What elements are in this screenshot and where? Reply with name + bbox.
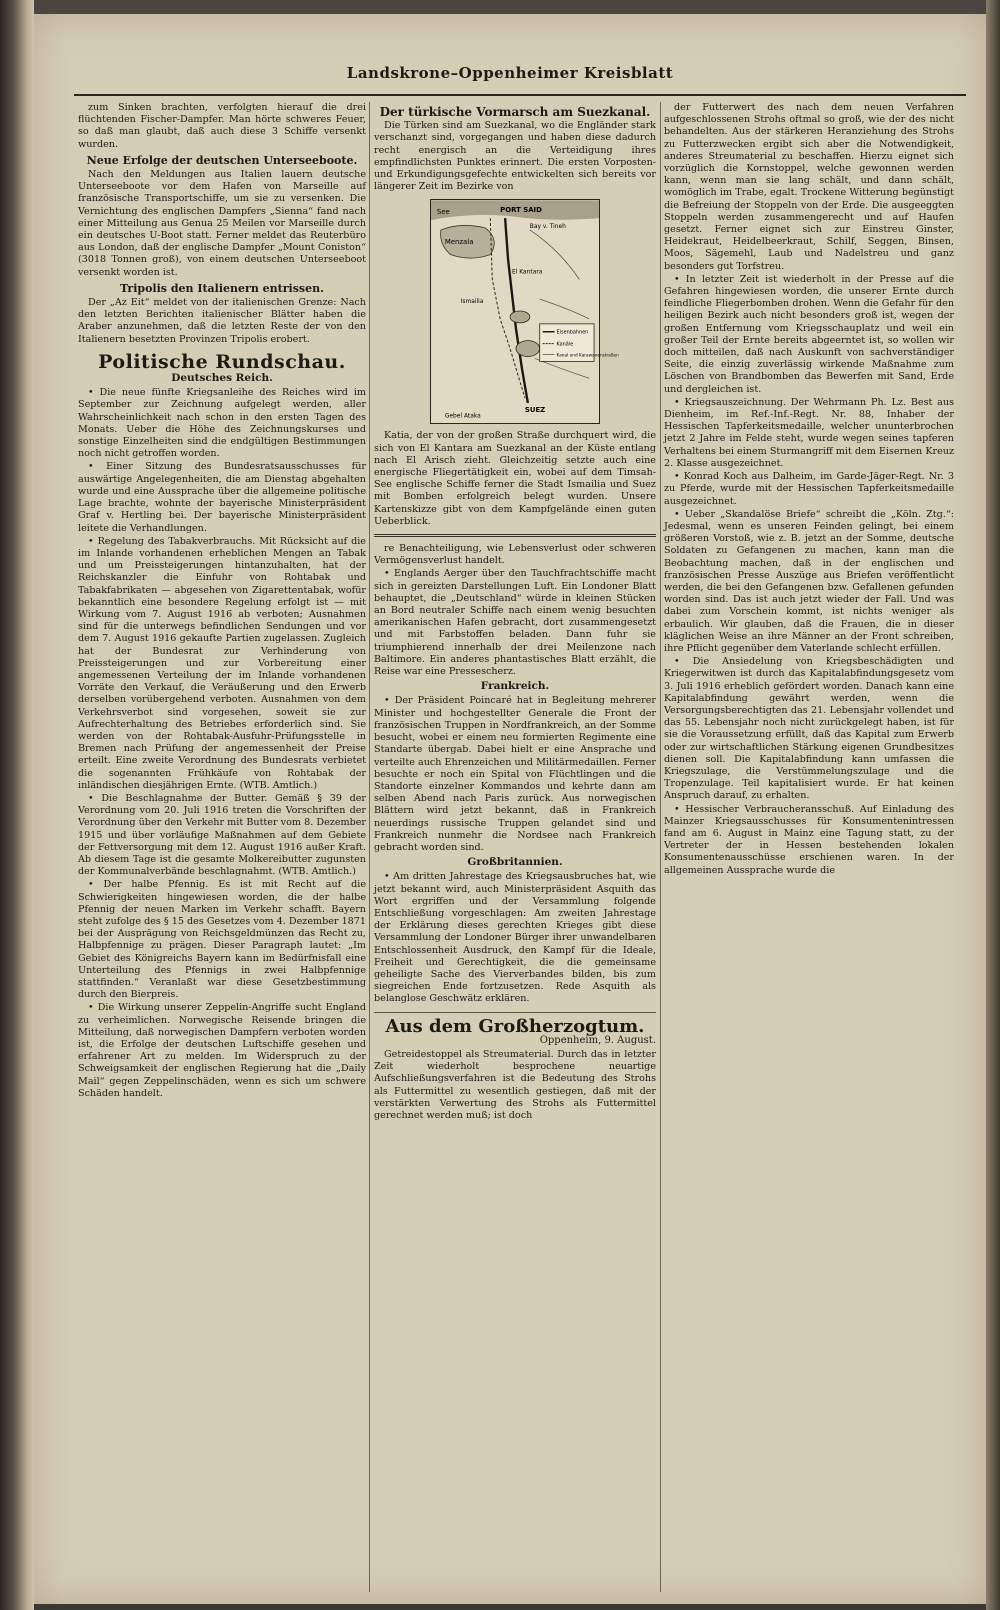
article-paragraph: • Die Beschlagnahme der Butter. Gemäß § 39 der Verordnung vom 20. Juli 1916 treten die Vorschriften der Verordnung über den Verkehr mit Butter vom 8. Dezember 1915 und über vorläufige Maßnahmen auf dem Gebiete der Fettversorgung mit dem 12. August 1916 außer Kraft. Ab diesem Tage ist die gesamte Molkereibutter zugunsten der Kommunalverbände beschlagnahmt. (WTB. Amtlich.) (78, 792, 366, 878)
article-paragraph: • Der halbe Pfennig. Es ist mit Recht auf die Schwierigkeiten hingewiesen worden, die der halbe Pfennig der neuen Marken im Verkehr schafft. Bayern steht zufolge des § 15 des Gesetzes vom 4. Dezember 1871 bei der Ausprägung von Reichsgeldmünzen das Recht zu, Halbpfennige zu prägen. Dieser Paragraph lautet: „Im Gebiet des Königreichs Bayern kann im Bedürfnisfall eine Unterteilung des Pfennigs in zwei Halbpfennige stattfinden.“ Veranlaßt war diese Gesetzbestimmung durch den Bierpreis. (78, 879, 366, 1001)
article-paragraph: • Am dritten Jahrestage des Kriegsausbruches hat, wie jetzt bekannt wird, auch Ministerpräsident Asquith das Wort ergriffen und der Versammlung folgende Entschließung vorgeschlagen: Am zweiten Jahrestage der Erklärung dieses gerechten Krieges gibt diese Versammlung der Londoner Bürger ihrer unwandelbaren Entschlossenheit Ausdruck, den Kampf für die Ideale, Freiheit und Gerechtigkeit, die die gemeinsame geheiligte Sache des Vierverbandes bilden, bis zum siegreichen Ende fortzusetzen. Rede Asquith als belanglose Geschwätz erklären. (374, 871, 656, 1005)
article-paragraph: Die Türken sind am Suezkanal, wo die Engländer stark verschanzt sind, vorgegangen und haben diese dadurch recht energisch an die Verteidigung ihres empfindlichsten Punktes erinnert. Die ersten Vorposten- und Erkundigungsgefechte entwickelten sich bereits vor längerer Zeit im Bezirke von (374, 120, 656, 193)
article-paragraph: zum Sinken brachten, verfolgten hierauf die drei flüchtenden Fischer-Dampfer. Man hörte schweres Feuer, so daß man glaubt, daß auch diese 3 Schiffe versenkt wurden. (78, 102, 366, 150)
legend-label: Kanäle (556, 342, 574, 349)
map-label: SUEZ (524, 406, 546, 415)
article-paragraph: • Die Ansiedelung von Kriegsbeschädigten und Kriegerwitwen ist durch das Kapitalabfindungsgesetz vom 3. Juli 1916 erheblich gefördert worden. Danach kann eine Kapitalabfindung gewährt werden, wenn die Versorgungsberechtigten das 21. Lebensjahr vollendet und das 55. Lebensjahr noch nicht zurückgelegt haben, ist für sie die Voraussetzung erfüllt, daß das Kapital zum Erwerb oder zur wirtschaftlichen Stärkung eigenen Grundbesitzes dienen soll. Die Kapitalabfindung kann umfassen die Kriegszulage, die Verstümmelungszulage und die Tropenzulage. Teil kapitalisiert wurde. Er hat keinen Anspruch darauf, zu erhalten. (664, 656, 954, 802)
map-label: Gebel Ataka (444, 414, 481, 421)
article-paragraph: • Ueber „Skandalöse Briefe“ schreibt die „Köln. Ztg.“: Jedesmal, wenn es unseren Feinden gelingt, bei einem größeren Vorstoß, wie z. B. jetzt an der Somme, deutsche Soldaten zu Gefangenen zu machen, kann man die Beobachtung machen, daß in der englischen und französischen Presse Auszüge aus Briefen veröffentlicht werden, die bei den Gefangenen bzw. Gefallenen gefunden worden sind. Das ist auch jetzt wieder der Fall. Und was dabei zum Vorschein kommt, ist nichts weniger als erbaulich. Wir glauben, daß die Frauen, die in dieser kläglichen Weise an ihre Männer an der Front schreiben, ihre Pflicht gegenüber dem Vaterlande schlecht erfüllen. (664, 508, 954, 654)
article-paragraph: • Die Wirkung unserer Zeppelin-Angriffe sucht England zu verheimlichen. Norwegische Reisende bringen die Mitteilung, daß norwegischen Dampfern verboten worden ist, die Erfolge der deutschen Luftschiffe gesehen und erfahrener Art zu melden. Im Widerspruch zu der Schweigsamkeit der englischen Regierung hat die „Daily Mail“ gegen Zeppelinschäden, wenn es sich um schwere Schäden handelt. (78, 1002, 366, 1099)
subsection-heading: Großbritannien. (467, 856, 563, 869)
scan-top-edge (34, 0, 986, 14)
subsection-heading: Deutsches Reich. (171, 372, 273, 385)
map-label: PORT SAID (500, 206, 542, 215)
section-heading: Politische Rundschau. (98, 350, 346, 373)
article-paragraph: Katia, der von der großen Straße durchquert wird, die sich von El Kantara am Suezkanal an der Küste entlang nach El Arisch zieht. Gleichzeitig setzte auch eine energische Fliegertätigkeit ein, wobei auf dem Timsah-See englische Schiffe ferner die Stadt Ismailia und Suez mit Bomben erfolgreich belegt wurden. Unsere Kartenskizze gibt von dem Kampfgelände einen guten Ueberblick. (374, 430, 656, 527)
divider (374, 1012, 656, 1013)
article-paragraph: • Der Präsident Poincaré hat in Begleitung mehrerer Minister und hochgestellter Generale die Front der französischen Truppen in Nordfrankreich, an der Somme besucht, wobei er einem neu formierten Regimente eine Standarte übergab. Dabei hielt er eine Ansprache und verteilte auch Ehrenzeichen und Militärmedaillen. Ferner besuchte er noch ein Spital von Flüchtlingen und die Standorte einzelner Kommandos und kehrte dann am selben Abend nach Paris zurück. Aus norwegischen Blättern wird jetzt bekannt, daß in Frankreich neuerdings russische Truppen gelandet sind und Frankreich nunmehr die Nordsee nach Frankreich gebracht worden sind. (374, 695, 656, 853)
legend-label: Eisenbahnen (556, 330, 589, 337)
article-paragraph: der Futterwert des nach dem neuen Verfahren aufgeschlossenen Strohs oftmal so groß, wie der des nicht behandelten. Aus der stärkeren Heranziehung des Strohs zu Futterzwecken ergibt sich aber die Notwendigkeit, anderes Streumaterial zu beschaffen. Hierzu eignet sich vorzüglich die Kornstoppel, welche gewonnen werden kann, wenn man sie lang schält, und dann schält, womöglich im Trabe, egalt. Trockene Witterung begünstigt die Befreiung der Stoppeln von der Erde. Die ausgeeggten Stoppeln werden zusammengerecht und auf Haufen gesetzt. Ferner eignet sich zur Einstreu Ginster, Heidekraut, Heidelbeerkraut, Schilf, Seggen, Binsen, Moos, Sägemehl, Laub und Nadelstreu und ganz besonders gut Torfstreu. (664, 102, 954, 272)
article-paragraph: • Einer Sitzung des Bundesratsausschusses für auswärtige Angelegenheiten, die am Dienstag abgehalten wurde und eine Aussprache über die allgemeine politische Lage brachte, wohnte der bayerische Ministerpräsident Graf v. Hertling bei. Der bayerische Ministerpräsident leitete die Verhandlungen. (78, 461, 366, 534)
article-heading: Der türkische Vormarsch am Suezkanal. (379, 105, 651, 119)
map-label: Ismailia (460, 299, 484, 306)
article-paragraph: • Englands Aerger über den Tauchfrachtschiffe macht sich in gereizten Darstellungen Luft. Ein Londoner Blatt behauptet, die „Deutschland“ würde in kleinen Stücken an Bord neutraler Schiffe nach einem wenig besuchten amerikanischen Hafen gebracht, dort zusammengesetzt und mit Farbstoffen beladen. Dann fuhr sie triumphierend innerhalb der drei Meilenzone nach Baltimore. Ein anderes phantastisches Blatt erzählt, die Reise war eine Pressescherz. (374, 568, 656, 678)
legend-label: Kanal und Karawanenstraßen (556, 352, 619, 358)
lake-timsah (510, 311, 530, 323)
subsection-heading: Frankreich. (480, 680, 550, 693)
article-paragraph: • In letzter Zeit ist wiederholt in der Presse auf die Gefahren hingewiesen worden, die unserer Ernte durch feindliche Fliegerbomben drohen. Wenn die Gefahr für den heiligen Bezirk auch nicht besonders groß ist, wegen der großen Entfernung vom Kriegsschauplatz und weil ein großer Teil der Ernte bereits abgeerntet ist, so wollen wir doch mitteilen, daß nach Auskunft von sachverständiger Seite, die einzig zuverlässig wirkende Maßnahme zum Löschen von Brandbomben das Bewerfen mit Sand, Erde und dergleichen ist. (664, 273, 954, 395)
column-right (664, 102, 954, 1592)
divider (374, 534, 656, 537)
masthead-rule (74, 94, 966, 96)
binding-edge (0, 0, 34, 1610)
scan-right-edge (986, 0, 1000, 1610)
column-middle (374, 102, 656, 1592)
map-label: Bay v. Tineh (529, 224, 566, 231)
map-label: Menzala (444, 238, 474, 247)
newspaper-page (34, 14, 986, 1604)
article-paragraph: • Regelung des Tabakverbrauchs. Mit Rücksicht auf die im Inlande vorhandenen erheblichen Mengen an Tabak und um Preissteigerungen hintanzuhalten, hat der Reichskanzler die Einfuhr von Rohtabak und Tabakfabrikaten — abgesehen von Zigarettentabak, wofür bekanntlich eine besondere Regelung erfolgt ist — mit Wirkung vom 7. August 1916 ab verboten; Ausnahmen sind für die unterwegs befindlichen Sendungen und vor dem 7. August 1916 gekaufte Partien zugelassen. Zugleich hat der Bundesrat zur Verhinderung von Preissteigerungen und zur Vorbereitung einer angemessenen Verteilung der im Inlande vorhandenen Vorräte den Verkauf, die Veräußerung und den Erwerb derselben vorübergehend verboten. Ausnahmen von dem Verkehrsverbot sind vorgesehen, soweit sie zur Aufrechterhaltung des Betriebes erforderlich sind. Sie werden von der Rohtabak-Ausfuhr-Prüfungsstelle in Bremen nach Prüfung der angemessenheit der Preise erteilt. Eine zweite Verordnung des Bundesrats verbietet die sogenannten Frühkäufe von Rohtabak der inländischen diesjährigen Ernte. (WTB. Amtlich.) (78, 535, 366, 791)
article-heading: Tripolis den Italienern entrissen. (120, 281, 324, 295)
column-divider (369, 102, 370, 1592)
article-paragraph: • Hessischer Verbraucheransschuß. Auf Einladung des Mainzer Kriegsausschusses für Konsumentenintressen fand am 6. August in Mainz eine Tagung statt, zu der Vertreter der in Hessen bestehenden lokalen Konsumentenausschüsse erschienen waren. In der allgemeinen Aussprache wurde die (664, 803, 954, 876)
column-left (78, 102, 366, 1592)
map-label: See (436, 208, 450, 217)
article-heading: Neue Erfolge der deutschen Unterseeboote. (86, 153, 358, 167)
article-paragraph: • Konrad Koch aus Dalheim, im Garde-Jäger-Regt. Nr. 3 zu Pferde, wurde mit der Hessischen Tapferkeitsmedaille ausgezeichnet. (664, 471, 954, 507)
column-divider (660, 102, 661, 1592)
article-paragraph: • Kriegsauszeichnung. Der Wehrmann Ph. Lz. Best aus Dienheim, im Ref.-Inf.-Regt. Nr. 88, Inhaber der Hessischen Tapferkeitsmedaille, welcher ununterbrochen jetzt 2 Jahre im Felde steht, wurde wegen seines tapferen Verhaltens bei einem Sturmangriff mit dem Eisernen Kreuz 2. Klasse ausgezeichnet. (664, 396, 954, 469)
dateline: Oppenheim, 9. August. (539, 1034, 656, 1046)
masthead-title: Landskrone–Oppenheimer Kreisblatt (346, 64, 674, 82)
article-paragraph: Getreidestoppel als Streumaterial. Durch das in letzter Zeit wiederholt besprochene neuartige Aufschließungsverfahren ist die Bedeutung des Strohs als Futtermittel zu wesentlich gestiegen, daß mit der verstärkten Verwertung des Strohs als Futtermittel gerechnet werden muß; ist doch (374, 1048, 656, 1121)
article-paragraph: Der „Az Eit“ meldet von der italienischen Grenze: Nach den letzten Berichten italienischer Blätter haben die Araber anzunehmen, daß die letzten Reste der von den Italienern besetzten Provinzen Tripolis erobert. (78, 297, 366, 345)
bitter-lakes (516, 341, 540, 357)
map-label: El Kantara (512, 269, 543, 276)
article-paragraph: • Die neue fünfte Kriegsanleihe des Reiches wird im September zur Zeichnung aufgelegt werden, aller Wahrscheinlichkeit nach schon in den ersten Tagen des Monats. Ueber die Höhe des Zeichnungskurses und sonstige Einzelheiten sind die endgültigen Bestimmungen noch nicht getroffen worden. (78, 387, 366, 460)
section-heading: Aus dem Großherzogtum. (385, 1015, 645, 1037)
article-paragraph: re Benachteiligung, wie Lebensverlust oder schweren Vermögensverlust handelt. (374, 543, 656, 567)
suez-canal-map (430, 199, 619, 424)
article-paragraph: Nach den Meldungen aus Italien lauern deutsche Unterseeboote vor dem Hafen von Marseille auf französische Transportschiffe, um sie zu versenken. Die Vernichtung des englischen Dampfers „Sienna“ fand nach einer Mitteilung aus Genua 25 Meilen vor Marseille durch ein deutsches U-Boot statt. Ferner meldet das Reuterbüro aus London, daß der englische Dampfer „Mount Coniston“ (3018 Tonnen groß), von einem deutschen Unterseeboot versenkt worden ist. (78, 169, 366, 278)
